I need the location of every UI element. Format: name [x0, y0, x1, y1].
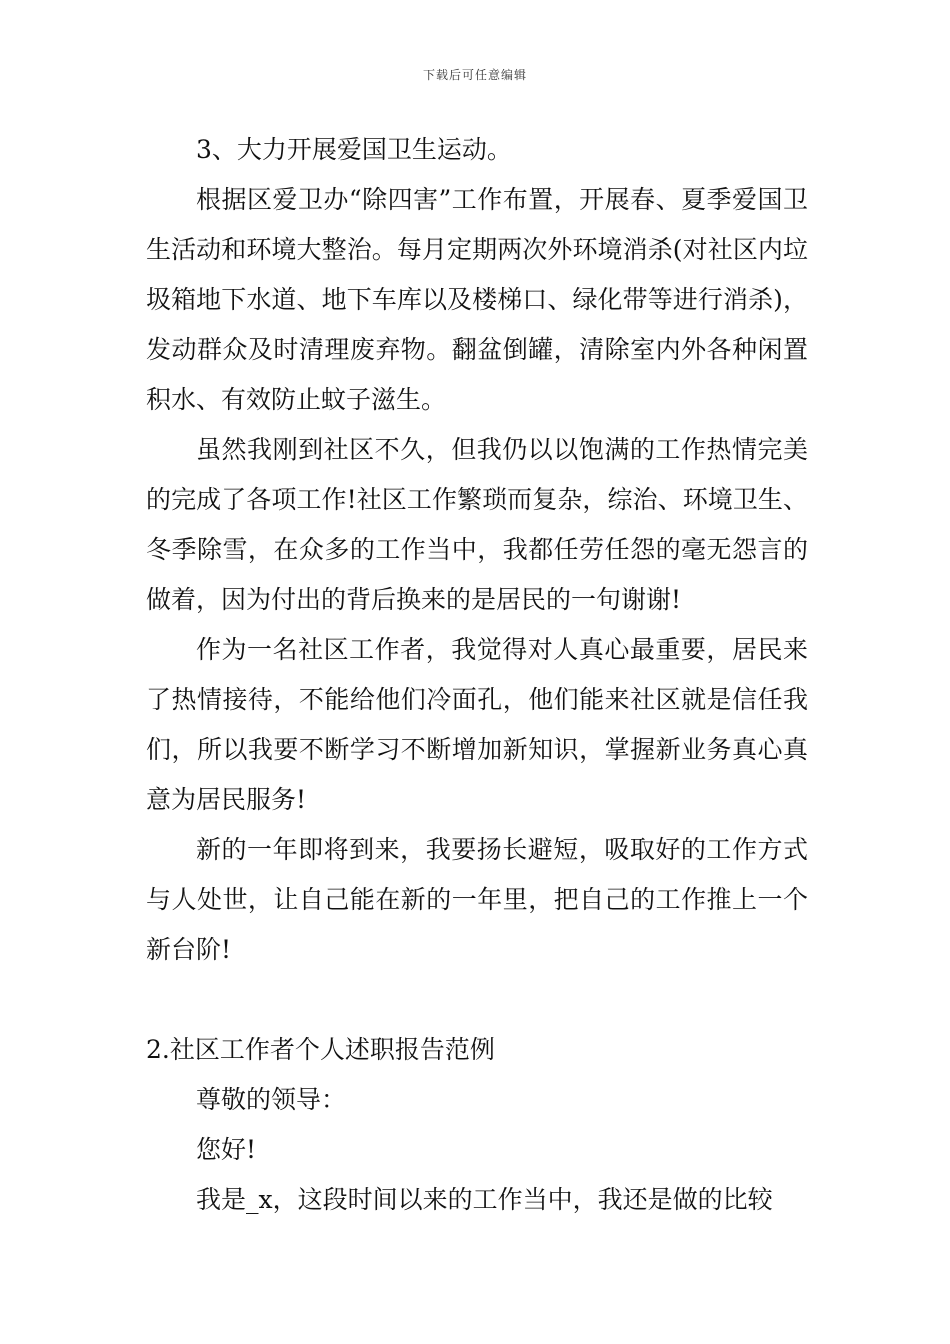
- document-body: [146, 125, 808, 1225]
- paragraph: 新的一年即将到来，我要扬长避短，吸取好的工作方式与人处世，让自己能在新的一年里，把自己的工作推上一个新台阶!: [146, 835, 808, 964]
- salutation: 尊敬的领导：: [196, 1085, 347, 1114]
- paragraph: 虽然我刚到社区不久，但我仍以以饱满的工作热情完美的完成了各项工作!社区工作繁琐而复杂，综治、环境卫生、冬季除雪，在众多的工作当中，我都任劳任怨的毫无怨言的做着，因为付出的背后换来的是居民的一句谢谢!: [146, 435, 808, 614]
- paragraph: 我是_x，这段时间以来的工作当中，我还是做的比较: [196, 1185, 773, 1214]
- paragraph: 3、大力开展爱国卫生运动。: [196, 135, 512, 164]
- header-note: 下载后可任意编辑: [422, 68, 527, 82]
- section-title: 2.社区工作者个人述职报告范例: [146, 1035, 495, 1064]
- paragraph: 根据区爱卫办“除四害”工作布置，开展春、夏季爱国卫生活动和环境大整治。每月定期两次外环境消杀(对社区内垃圾箱地下水道、地下车库以及楼梯口、绿化带等进行消杀)，发动群众及时清理废弃物。翻盆倒罐，清除室内外各种闲置积水、有效防止蚊子滋生。: [146, 185, 808, 414]
- section-spacer: [146, 975, 808, 1025]
- greeting: 您好!: [196, 1135, 257, 1164]
- paragraph: 作为一名社区工作者，我觉得对人真心最重要，居民来了热情接待，不能给他们冷面孔，他们能来社区就是信任我们，所以我要不断学习不断增加新知识，掌握新业务真心真意为居民服务!: [146, 635, 808, 814]
